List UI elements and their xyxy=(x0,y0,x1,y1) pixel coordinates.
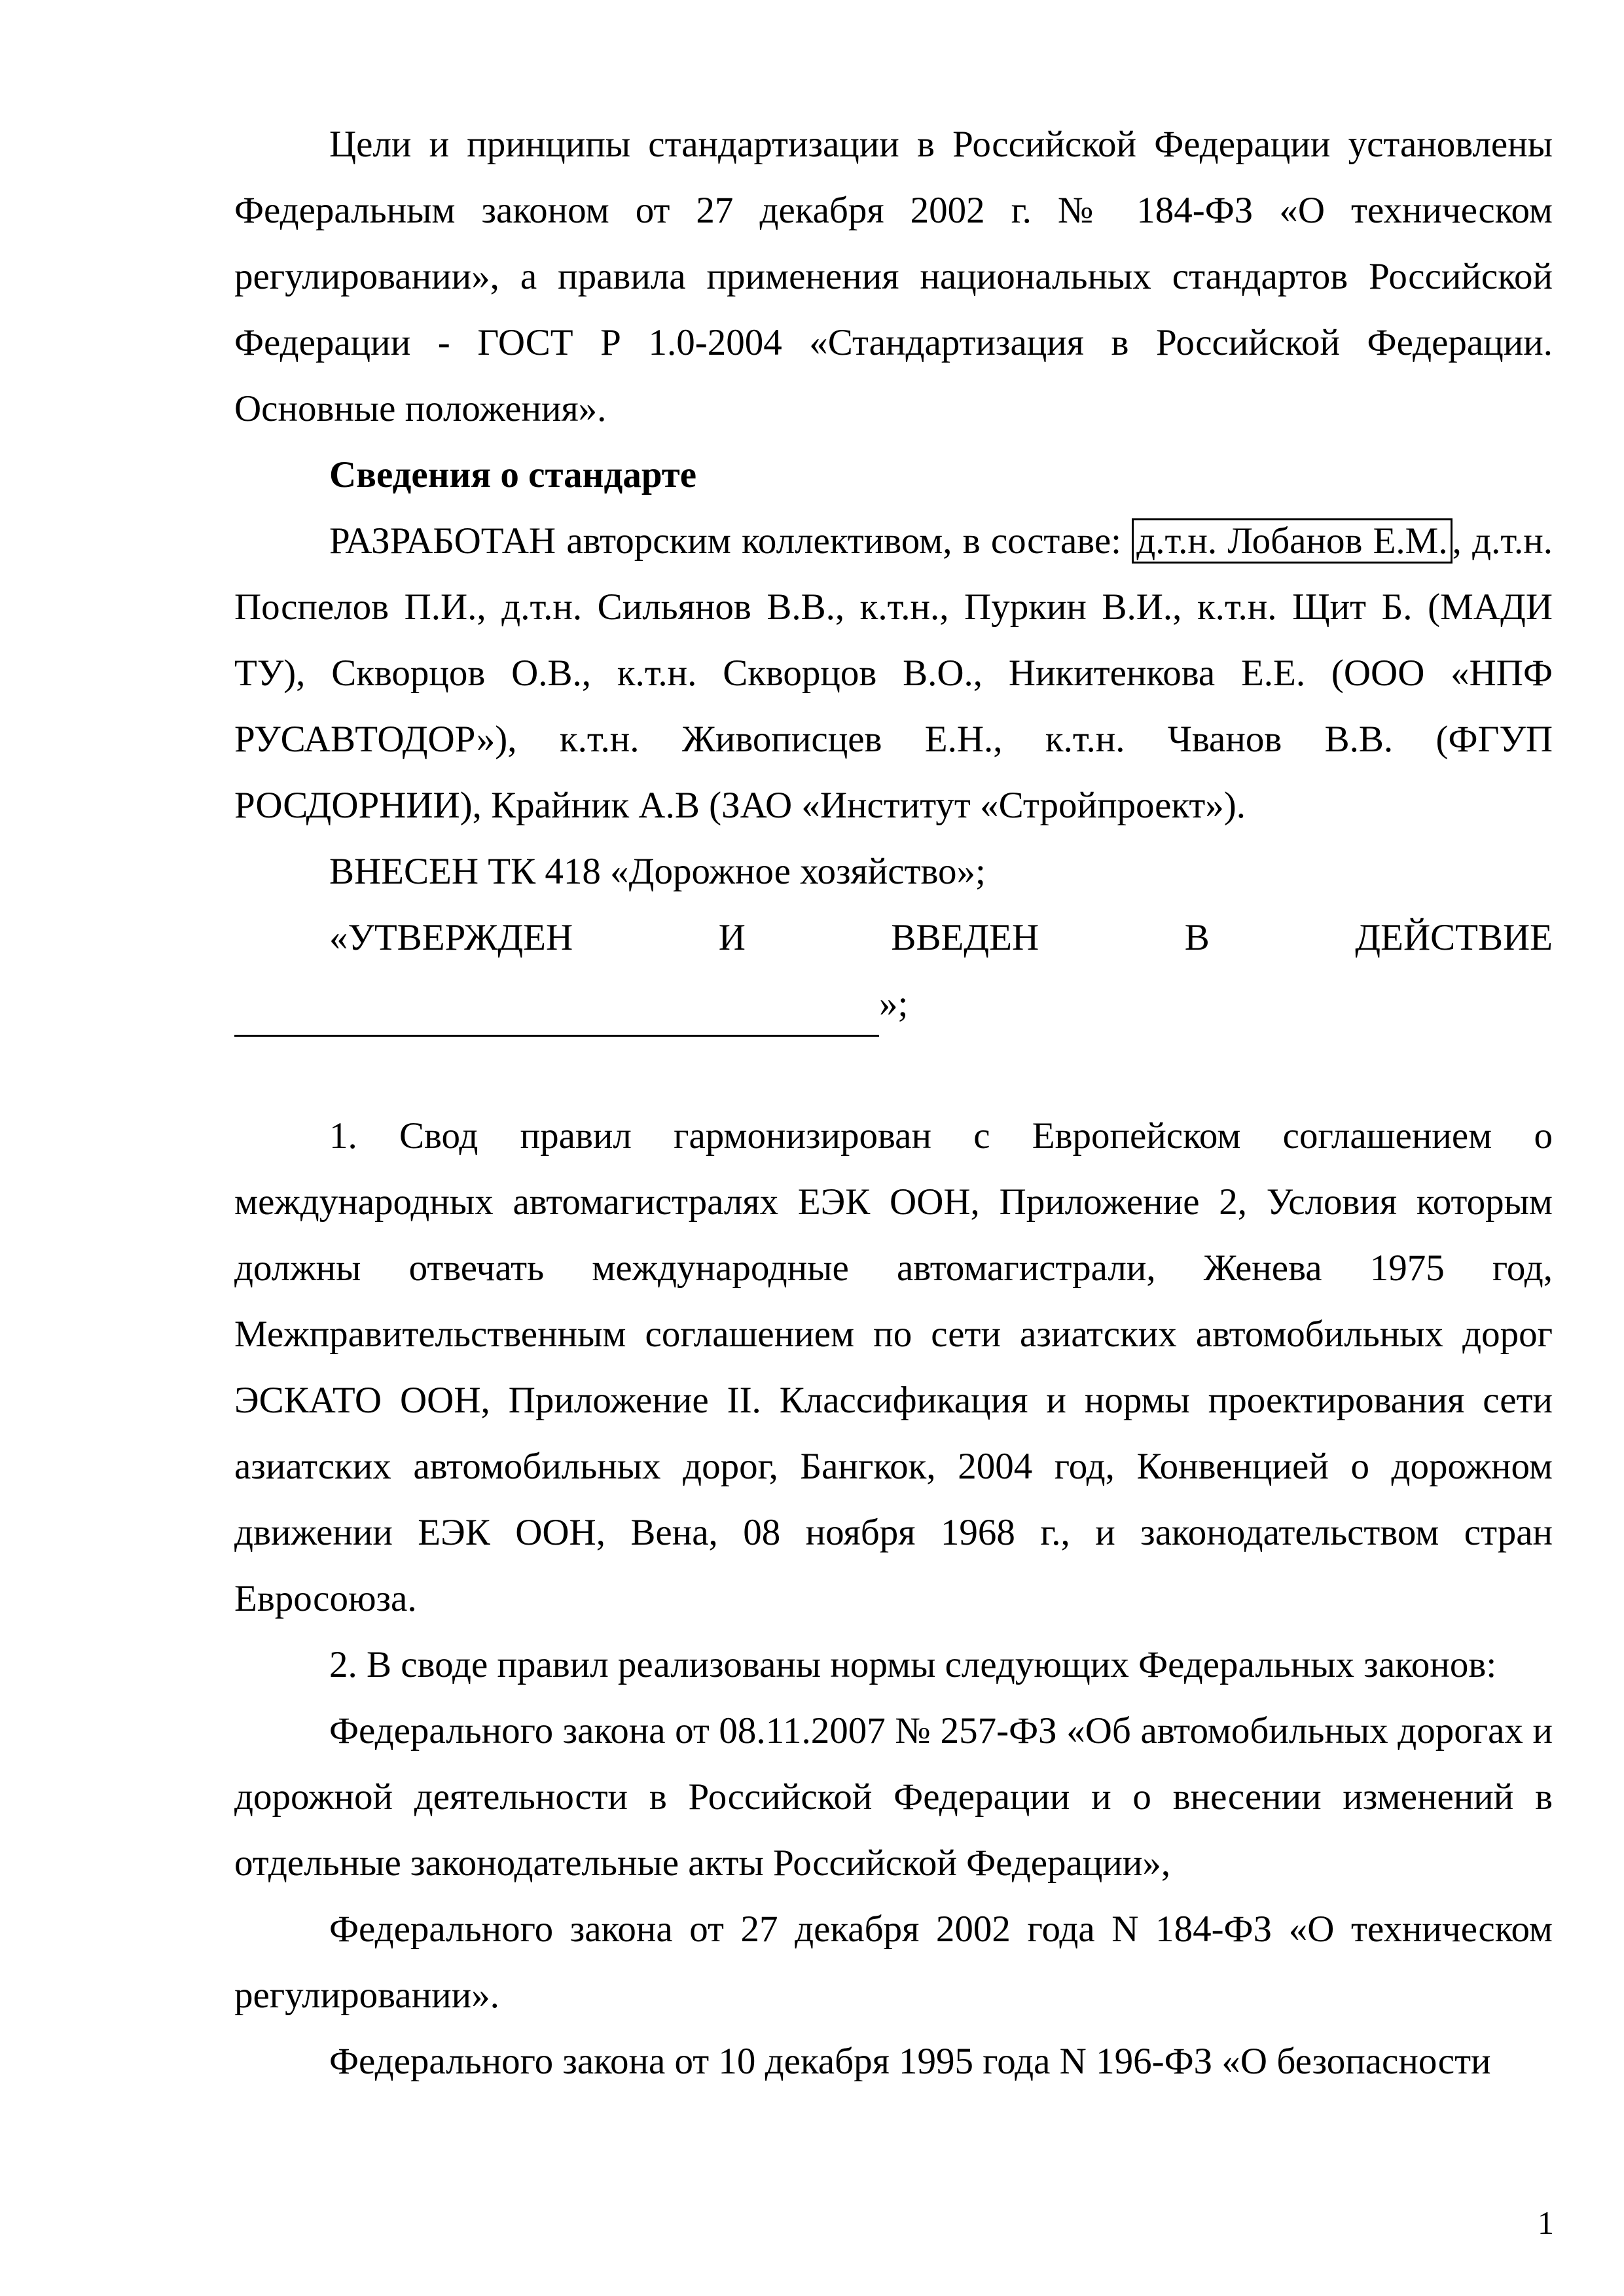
developers-prefix: РАЗРАБОТАН авторским коллективом, в составе: xyxy=(329,520,1132,562)
approved-word-3: ВВЕДЕН xyxy=(891,917,1039,958)
approved-word-5: ДЕЙСТВИЕ xyxy=(1355,917,1553,958)
developers-list: , д.т.н. Поспелов П.И., д.т.н. Сильянов В.В., к.т.н., Пуркин В.И., к.т.н. Щит Б. (МАДИ ТУ), Скворцов О.В., к.т.н. Скворцов В.О., Никитенкова Е.Е. (ООО «НПФ РУСАВТОДОР»), к.т.н. Живописцев Е.Н., к.т.н. Чванов В.В. (ФГУП РОСДОРНИИ), Крайник А.В (ЗАО «Институт «Стройпроект»). xyxy=(234,520,1553,826)
approved-word-1: «УТВЕРЖДЕН xyxy=(329,917,573,958)
law-184-paragraph: Федерального закона от 27 декабря 2002 года N 184-ФЗ «О техническом регулировании». xyxy=(234,1909,1553,2016)
developers-paragraph xyxy=(234,508,1553,838)
approved-word-4: В xyxy=(1184,917,1210,958)
blank-fill-rule xyxy=(234,988,879,1037)
law-257-paragraph: Федерального закона от 08.11.2007 № 257-ФЗ «Об автомобильных дорогах и дорожной деятельности в Российской Федерации и о внесении изменений в отдельные законодательные акты Российской Федерации», xyxy=(234,1710,1553,1884)
approval-closing: »; xyxy=(879,983,909,1024)
item-1-paragraph: 1. Свод правил гармонизирован с Европейском соглашением о международных автомагистралях ЕЭК ООН, Приложение 2, Условия которым должны отвечать международные автомагистрали, Женева 1975 год, Межправительственным соглашением по сети азиатских автомобильных дорог ЭСКАТО ООН, Приложение II. Классификация и нормы проектирования сети азиатских автомобильных дорог, Бангкок, 2004 год, Конвенцией о дорожном движении ЕЭК ООН, Вена, 08 ноября 1968 г., и законодательством стран Евросоюза. xyxy=(234,1115,1553,1619)
highlighted-author: д.т.н. Лобанов Е.М. xyxy=(1132,518,1452,564)
approved-word-2: И xyxy=(718,917,746,958)
submitted-paragraph: ВНЕСЕН ТК 418 «Дорожное хозяйство»; xyxy=(329,851,986,892)
spacer xyxy=(234,1037,1553,1103)
item-2-paragraph: 2. В своде правил реализованы нормы следующих Федеральных законов: xyxy=(329,1644,1497,1685)
section-heading: Сведения о стандарте xyxy=(329,454,697,495)
page-number: 1 xyxy=(1538,2204,1554,2241)
document-body xyxy=(234,111,1553,2094)
approval-blank-line xyxy=(234,971,1553,1037)
approved-line xyxy=(234,905,1553,971)
intro-paragraph: Цели и принципы стандартизации в Российской Федерации установлены Федеральным законом от 27 декабря 2002 г. № 184-ФЗ «О техническом регулировании», а правила применения национальных стандартов Российской Федерации - ГОСТ Р 1.0-2004 «Стандартизация в Российской Федерации. Основные положения». xyxy=(234,124,1553,429)
law-196-paragraph: Федерального закона от 10 декабря 1995 года N 196-ФЗ «О безопасности xyxy=(329,2041,1491,2082)
